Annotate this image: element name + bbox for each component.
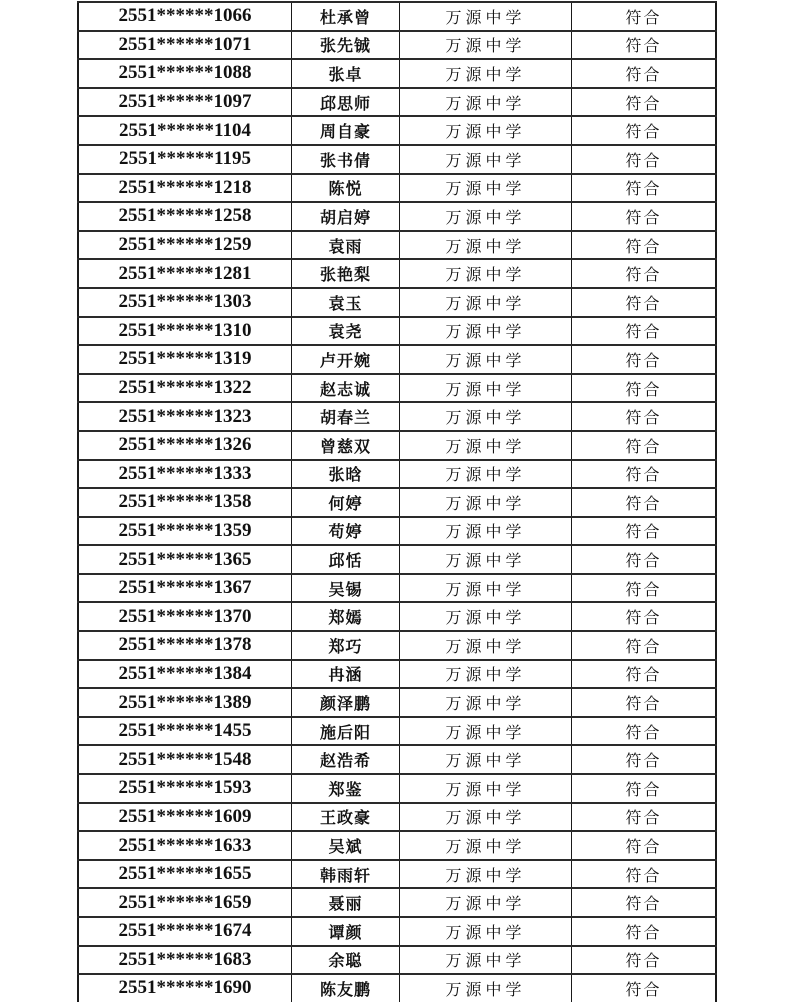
result-cell: 符合 (572, 660, 717, 689)
table-row (78, 488, 716, 517)
school-cell: 万源中学 (400, 88, 572, 117)
name-cell: 袁玉 (292, 288, 400, 317)
result-cell: 符合 (572, 317, 717, 346)
table-row (78, 545, 716, 574)
table-row (78, 688, 716, 717)
school-cell: 万源中学 (400, 545, 572, 574)
candidate-id-cell: 2551******1071 (78, 31, 292, 60)
name-cell: 袁雨 (292, 231, 400, 260)
school-cell: 万源中学 (400, 946, 572, 975)
result-cell: 符合 (572, 202, 717, 231)
table-row (78, 345, 716, 374)
name-cell: 吴斌 (292, 831, 400, 860)
table-row (78, 860, 716, 889)
table-row (78, 774, 716, 803)
school-cell: 万源中学 (400, 259, 572, 288)
name-cell: 邱恬 (292, 545, 400, 574)
candidate-id-cell: 2551******1303 (78, 288, 292, 317)
result-cell: 符合 (572, 831, 717, 860)
school-cell: 万源中学 (400, 631, 572, 660)
school-cell: 万源中学 (400, 402, 572, 431)
candidate-id-cell: 2551******1097 (78, 88, 292, 117)
table-row (78, 231, 716, 260)
candidate-id-cell: 2551******1683 (78, 946, 292, 975)
result-cell: 符合 (572, 517, 717, 546)
name-cell: 郑鉴 (292, 774, 400, 803)
school-cell: 万源中学 (400, 917, 572, 946)
result-cell: 符合 (572, 917, 717, 946)
school-cell: 万源中学 (400, 145, 572, 174)
candidate-id-cell: 2551******1370 (78, 602, 292, 631)
table-row (78, 31, 716, 60)
candidate-id-cell: 2551******1389 (78, 688, 292, 717)
name-cell: 陈友鹏 (292, 974, 400, 1002)
candidate-id-cell: 2551******1365 (78, 545, 292, 574)
result-cell: 符合 (572, 545, 717, 574)
table-row (78, 259, 716, 288)
result-cell: 符合 (572, 688, 717, 717)
candidate-id-cell: 2551******1609 (78, 803, 292, 832)
school-cell: 万源中学 (400, 460, 572, 489)
name-cell: 张艳梨 (292, 259, 400, 288)
result-cell: 符合 (572, 59, 717, 88)
result-cell: 符合 (572, 946, 717, 975)
name-cell: 冉涵 (292, 660, 400, 689)
name-cell: 胡启婷 (292, 202, 400, 231)
school-cell: 万源中学 (400, 488, 572, 517)
school-cell: 万源中学 (400, 374, 572, 403)
school-cell: 万源中学 (400, 431, 572, 460)
candidate-id-cell: 2551******1359 (78, 517, 292, 546)
candidate-id-cell: 2551******1088 (78, 59, 292, 88)
table-row (78, 602, 716, 631)
candidate-id-cell: 2551******1195 (78, 145, 292, 174)
name-cell: 聂丽 (292, 888, 400, 917)
school-cell: 万源中学 (400, 288, 572, 317)
school-cell: 万源中学 (400, 345, 572, 374)
school-cell: 万源中学 (400, 831, 572, 860)
table-row (78, 460, 716, 489)
school-cell: 万源中学 (400, 974, 572, 1002)
result-cell: 符合 (572, 288, 717, 317)
candidate-id-cell: 2551******1690 (78, 974, 292, 1002)
candidate-id-cell: 2551******1326 (78, 431, 292, 460)
result-cell: 符合 (572, 2, 717, 31)
name-cell: 韩雨轩 (292, 860, 400, 889)
candidate-id-cell: 2551******1323 (78, 402, 292, 431)
candidate-id-cell: 2551******1548 (78, 745, 292, 774)
name-cell: 袁尧 (292, 317, 400, 346)
table-row (78, 574, 716, 603)
candidate-id-cell: 2551******1258 (78, 202, 292, 231)
candidate-id-cell: 2551******1593 (78, 774, 292, 803)
school-cell: 万源中学 (400, 2, 572, 31)
school-cell: 万源中学 (400, 774, 572, 803)
result-cell: 符合 (572, 116, 717, 145)
table-body (78, 2, 716, 1002)
name-cell: 张卓 (292, 59, 400, 88)
school-cell: 万源中学 (400, 231, 572, 260)
result-cell: 符合 (572, 803, 717, 832)
name-cell: 陈悦 (292, 174, 400, 203)
name-cell: 郑巧 (292, 631, 400, 660)
school-cell: 万源中学 (400, 860, 572, 889)
name-cell: 邱思师 (292, 88, 400, 117)
name-cell: 张晗 (292, 460, 400, 489)
candidate-id-cell: 2551******1384 (78, 660, 292, 689)
name-cell: 卢开婉 (292, 345, 400, 374)
name-cell: 赵浩希 (292, 745, 400, 774)
school-cell: 万源中学 (400, 116, 572, 145)
school-cell: 万源中学 (400, 31, 572, 60)
candidate-id-cell: 2551******1367 (78, 574, 292, 603)
table-row (78, 517, 716, 546)
candidate-id-cell: 2551******1333 (78, 460, 292, 489)
name-cell: 张书倩 (292, 145, 400, 174)
name-cell: 赵志诚 (292, 374, 400, 403)
school-cell: 万源中学 (400, 317, 572, 346)
candidate-id-cell: 2551******1104 (78, 116, 292, 145)
result-cell: 符合 (572, 602, 717, 631)
school-cell: 万源中学 (400, 574, 572, 603)
result-cell: 符合 (572, 488, 717, 517)
result-cell: 符合 (572, 88, 717, 117)
table-row (78, 374, 716, 403)
table-row (78, 431, 716, 460)
result-cell: 符合 (572, 259, 717, 288)
table-row (78, 288, 716, 317)
table-row (78, 888, 716, 917)
candidate-id-cell: 2551******1319 (78, 345, 292, 374)
school-cell: 万源中学 (400, 803, 572, 832)
candidate-id-cell: 2551******1218 (78, 174, 292, 203)
table-row (78, 59, 716, 88)
table-row (78, 202, 716, 231)
school-cell: 万源中学 (400, 59, 572, 88)
candidate-id-cell: 2551******1455 (78, 717, 292, 746)
result-cell: 符合 (572, 374, 717, 403)
name-cell: 胡春兰 (292, 402, 400, 431)
name-cell: 曾慈双 (292, 431, 400, 460)
name-cell: 余聪 (292, 946, 400, 975)
name-cell: 郑嫣 (292, 602, 400, 631)
table-row (78, 831, 716, 860)
school-cell: 万源中学 (400, 202, 572, 231)
name-cell: 张先铖 (292, 31, 400, 60)
school-cell: 万源中学 (400, 174, 572, 203)
result-cell: 符合 (572, 774, 717, 803)
candidate-id-cell: 2551******1378 (78, 631, 292, 660)
school-cell: 万源中学 (400, 717, 572, 746)
candidate-id-cell: 2551******1633 (78, 831, 292, 860)
result-cell: 符合 (572, 174, 717, 203)
result-cell: 符合 (572, 745, 717, 774)
name-cell: 杜承曾 (292, 2, 400, 31)
result-cell: 符合 (572, 631, 717, 660)
result-cell: 符合 (572, 231, 717, 260)
candidate-id-cell: 2551******1310 (78, 317, 292, 346)
candidate-id-cell: 2551******1259 (78, 231, 292, 260)
table-row (78, 917, 716, 946)
result-cell: 符合 (572, 974, 717, 1002)
school-cell: 万源中学 (400, 688, 572, 717)
candidate-id-cell: 2551******1358 (78, 488, 292, 517)
candidate-id-cell: 2551******1066 (78, 2, 292, 31)
candidate-id-cell: 2551******1655 (78, 860, 292, 889)
result-cell: 符合 (572, 574, 717, 603)
school-cell: 万源中学 (400, 517, 572, 546)
table-row (78, 2, 716, 31)
result-cell: 符合 (572, 402, 717, 431)
name-cell: 吴锡 (292, 574, 400, 603)
candidate-id-cell: 2551******1322 (78, 374, 292, 403)
table-row (78, 402, 716, 431)
candidate-id-cell: 2551******1674 (78, 917, 292, 946)
table-row (78, 88, 716, 117)
name-cell: 王政豪 (292, 803, 400, 832)
result-cell: 符合 (572, 345, 717, 374)
result-cell: 符合 (572, 431, 717, 460)
result-cell: 符合 (572, 717, 717, 746)
result-cell: 符合 (572, 31, 717, 60)
table-row (78, 745, 716, 774)
result-cell: 符合 (572, 145, 717, 174)
school-cell: 万源中学 (400, 602, 572, 631)
table-row (78, 116, 716, 145)
name-cell: 何婷 (292, 488, 400, 517)
table-row (78, 660, 716, 689)
table-row (78, 631, 716, 660)
table-row (78, 174, 716, 203)
name-cell: 施后阳 (292, 717, 400, 746)
name-cell: 苟婷 (292, 517, 400, 546)
result-cell: 符合 (572, 460, 717, 489)
table-row (78, 717, 716, 746)
name-cell: 颜泽鹏 (292, 688, 400, 717)
candidate-id-cell: 2551******1659 (78, 888, 292, 917)
candidate-table (77, 1, 717, 1002)
result-cell: 符合 (572, 860, 717, 889)
table-row (78, 946, 716, 975)
school-cell: 万源中学 (400, 888, 572, 917)
school-cell: 万源中学 (400, 745, 572, 774)
name-cell: 周自豪 (292, 116, 400, 145)
table-row (78, 145, 716, 174)
table-row (78, 803, 716, 832)
table-row (78, 317, 716, 346)
candidate-id-cell: 2551******1281 (78, 259, 292, 288)
school-cell: 万源中学 (400, 660, 572, 689)
result-cell: 符合 (572, 888, 717, 917)
name-cell: 谭颜 (292, 917, 400, 946)
